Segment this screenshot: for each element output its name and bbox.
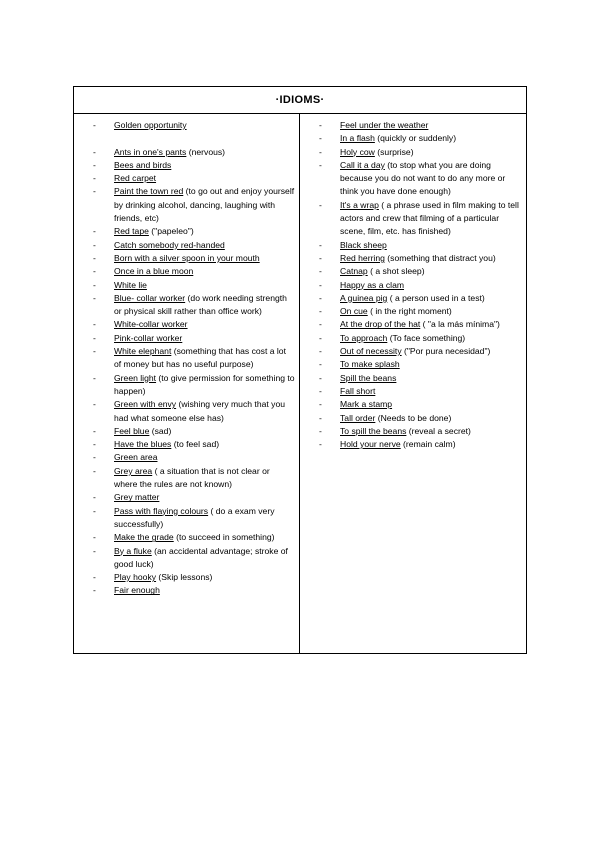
bullet-dash: -	[319, 346, 322, 357]
idiom-list-right	[300, 114, 526, 451]
bullet-dash: -	[319, 120, 322, 130]
idiom-term: Catch somebody red-handed	[114, 239, 225, 250]
bullet-dash: -	[93, 545, 96, 556]
idiom-term: Feel blue	[114, 425, 150, 436]
idiom-meaning: ("Por pura necesidad")	[401, 346, 491, 357]
bullet-dash: -	[319, 412, 322, 423]
list-item	[74, 584, 299, 597]
idiom-term: White lie	[114, 279, 147, 290]
idiom-meaning: ( do a exam very successfully)	[114, 505, 275, 529]
idiom-meaning: (to succeed in something)	[173, 532, 275, 543]
idiom-term: Grey matter	[114, 492, 160, 503]
idiom-term: To approach	[340, 332, 388, 343]
idiom-term: Pink-collar worker	[114, 332, 183, 343]
bullet-dash: -	[93, 585, 96, 596]
idiom-meaning: (To face something)	[387, 332, 466, 343]
bullet-dash: -	[93, 159, 96, 170]
idiom-term: A guinea pig	[340, 292, 388, 303]
title-row	[74, 87, 526, 114]
idiom-term: Red carpet	[114, 173, 157, 184]
list-item	[300, 398, 526, 411]
idiom-meaning: (to stop what you are doing because you do not want to do any more or think you have done enough)	[340, 159, 506, 197]
bullet-dash: -	[93, 439, 96, 450]
idiom-term: Out of necessity	[340, 346, 402, 357]
idiom-meaning: (quickly or suddenly)	[374, 133, 457, 144]
idiom-term: Green light	[114, 372, 157, 383]
idiom-term: Spill the beans	[340, 372, 397, 383]
idiom-term: Green with envy	[114, 399, 177, 410]
list-item	[74, 239, 299, 252]
idioms-table	[73, 86, 527, 654]
list-item	[300, 119, 526, 132]
list-item	[300, 412, 526, 425]
bullet-dash: -	[93, 239, 96, 250]
bullet-dash: -	[93, 252, 96, 263]
list-item	[300, 425, 526, 438]
list-item	[300, 318, 526, 331]
idiom-meaning: ("papeleo")	[148, 226, 194, 237]
list-item	[300, 292, 526, 305]
bullet-dash: -	[93, 279, 96, 290]
idiom-term: Holy cow	[340, 146, 375, 157]
list-item	[300, 265, 526, 278]
idiom-meaning: (nervous)	[186, 146, 226, 157]
list-item	[74, 265, 299, 278]
list-item	[74, 146, 299, 159]
bullet-dash: -	[93, 346, 96, 357]
bullet-dash: -	[319, 239, 322, 250]
idiom-term: Have the blues	[114, 439, 172, 450]
idiom-term: To make splash	[340, 359, 400, 370]
list-item	[300, 358, 526, 371]
bullet-dash: -	[319, 199, 322, 210]
page-title: ·IDIOMS·	[275, 94, 325, 106]
idiom-term: Blue- collar worker	[114, 292, 186, 303]
idiom-term: By a fluke	[114, 545, 152, 556]
list-item	[74, 172, 299, 185]
bullet-dash: -	[93, 425, 96, 436]
bullet-dash: -	[319, 399, 322, 410]
bullet-dash: -	[319, 319, 322, 330]
idiom-term: Pass with flaying colours	[114, 505, 209, 516]
bullet-dash: -	[319, 133, 322, 144]
bullet-dash: -	[93, 492, 96, 503]
bullet-dash: -	[319, 146, 322, 157]
list-item	[74, 252, 299, 265]
list-item	[300, 438, 526, 451]
bullet-dash: -	[93, 452, 96, 463]
bullet-dash: -	[319, 266, 322, 277]
bullet-dash: -	[93, 465, 96, 476]
bullet-dash: -	[93, 120, 96, 130]
idiom-meaning: ( a phrase used in film making to tell actors and crew that filming of a particular scene, film, etc. has finished)	[340, 199, 519, 237]
list-item	[74, 159, 299, 172]
bullet-dash: -	[93, 266, 96, 277]
list-item	[300, 159, 526, 199]
idiom-term: It's a wrap	[340, 199, 379, 210]
bullet-dash: -	[93, 319, 96, 330]
bullet-dash: -	[93, 572, 96, 583]
idiom-term: To spill the beans	[340, 425, 407, 436]
idiom-meaning: (to feel sad)	[171, 439, 220, 450]
idiom-term: Call it a day	[340, 159, 385, 170]
idiom-meaning: (reveal a secret)	[406, 425, 471, 436]
idiom-meaning: (wishing very much that you had what someone else has)	[114, 399, 286, 423]
list-item	[74, 505, 299, 532]
list-item	[74, 372, 299, 399]
idiom-meaning: (something that distract you)	[384, 252, 496, 263]
bullet-dash: -	[319, 279, 322, 290]
list-item	[74, 465, 299, 492]
list-item	[74, 279, 299, 292]
list-item	[74, 332, 299, 345]
idiom-meaning: (to go out and enjoy yourself by drinking alcohol, dancing, laughing with friends, etc)	[114, 186, 295, 224]
bullet-dash: -	[319, 306, 322, 317]
bullet-dash: -	[93, 292, 96, 303]
list-item	[300, 146, 526, 159]
idiom-meaning: (do work needing strength or physical skill rather than office work)	[114, 292, 287, 317]
list-item	[300, 252, 526, 265]
idiom-list-left	[74, 114, 299, 598]
list-item	[74, 545, 299, 572]
bullet-dash: -	[319, 332, 322, 343]
idiom-term: In a flash	[340, 133, 375, 144]
idiom-meaning: ( a person used in a test)	[387, 292, 485, 303]
idiom-meaning: (to give permission for something to happen)	[114, 372, 295, 396]
idiom-term: Born with a silver spoon in your mouth	[114, 252, 260, 263]
bullet-dash: -	[93, 186, 96, 197]
idiom-term: Hold your nerve	[340, 439, 401, 450]
list-item	[74, 225, 299, 238]
idiom-meaning: (surprise)	[374, 146, 414, 157]
list-item	[74, 185, 299, 225]
list-item	[74, 318, 299, 331]
list-item	[300, 239, 526, 252]
bullet-dash: -	[93, 532, 96, 543]
bullet-dash: -	[93, 399, 96, 410]
idiom-term: White-collar worker	[114, 319, 188, 330]
list-item	[300, 279, 526, 292]
idiom-meaning: (an accidental advantage; stroke of good luck)	[114, 545, 288, 569]
idiom-term: Catnap	[340, 266, 368, 277]
bullet-dash: -	[319, 359, 322, 370]
list-item	[74, 425, 299, 438]
list-item	[74, 491, 299, 504]
list-item	[74, 292, 299, 319]
bullet-dash: -	[93, 173, 96, 184]
idiom-meaning: (remain calm)	[400, 439, 456, 450]
idiom-term: White elephant	[114, 346, 172, 357]
idiom-term: Make the grade	[114, 532, 174, 543]
idiom-term: Feel under the weather	[340, 120, 429, 130]
list-item	[74, 119, 299, 132]
list-item	[74, 438, 299, 451]
list-item	[74, 398, 299, 425]
bullet-dash: -	[93, 505, 96, 516]
idiom-term: Ants in one's pants	[114, 146, 187, 157]
bullet-dash: -	[319, 439, 322, 450]
idiom-meaning: ( "a la más mínima")	[420, 319, 500, 330]
table-body	[74, 114, 526, 653]
right-column	[300, 114, 526, 653]
idiom-term: Play hooky	[114, 572, 157, 583]
idiom-meaning: (something that has cost a lot of money but has no useful purpose)	[114, 346, 286, 370]
idiom-term: Mark a stamp	[340, 399, 393, 410]
list-item	[300, 345, 526, 358]
idiom-term: At the drop of the hat	[340, 319, 421, 330]
bullet-dash: -	[93, 332, 96, 343]
idiom-term: Paint the town red	[114, 186, 184, 197]
list-item	[300, 305, 526, 318]
list-item	[300, 132, 526, 145]
list-item	[74, 345, 299, 372]
bullet-dash: -	[93, 372, 96, 383]
idiom-term: Golden opportunity	[114, 120, 187, 130]
bullet-dash: -	[319, 425, 322, 436]
idiom-term: On cue	[340, 306, 368, 317]
idiom-term: Happy as a clam	[340, 279, 405, 290]
list-item	[74, 531, 299, 544]
bullet-dash: -	[319, 159, 322, 170]
idiom-term: Red tape	[114, 226, 149, 237]
list-item	[74, 451, 299, 464]
list-item	[74, 571, 299, 584]
list-item	[300, 199, 526, 239]
idiom-meaning: ( a shot sleep)	[367, 266, 425, 277]
bullet-dash: -	[93, 146, 96, 157]
list-item	[300, 332, 526, 345]
idiom-meaning: ( in the right moment)	[367, 306, 452, 317]
left-column	[74, 114, 300, 653]
idiom-meaning: (sad)	[149, 425, 172, 436]
idiom-term: Red herring	[340, 252, 385, 263]
idiom-term: Tall order	[340, 412, 376, 423]
idiom-term: Once in a blue moon	[114, 266, 194, 277]
idiom-meaning: (Needs to be done)	[375, 412, 452, 423]
idiom-term: Grey area	[114, 465, 153, 476]
idiom-term: Fall short	[340, 385, 376, 396]
bullet-dash: -	[319, 292, 322, 303]
idiom-term: Green area	[114, 452, 158, 463]
idiom-term: Black sheep	[340, 239, 387, 250]
bullet-dash: -	[93, 226, 96, 237]
bullet-dash: -	[319, 385, 322, 396]
idiom-meaning: ( a situation that is not clear or where the rules are not known)	[114, 465, 270, 490]
bullet-dash: -	[319, 252, 322, 263]
list-item	[300, 385, 526, 398]
list-item	[300, 372, 526, 385]
idiom-term: Fair enough	[114, 585, 160, 596]
bullet-dash: -	[319, 372, 322, 383]
idiom-meaning: (Skip lessons)	[156, 572, 213, 583]
idiom-term: Bees and birds	[114, 159, 172, 170]
